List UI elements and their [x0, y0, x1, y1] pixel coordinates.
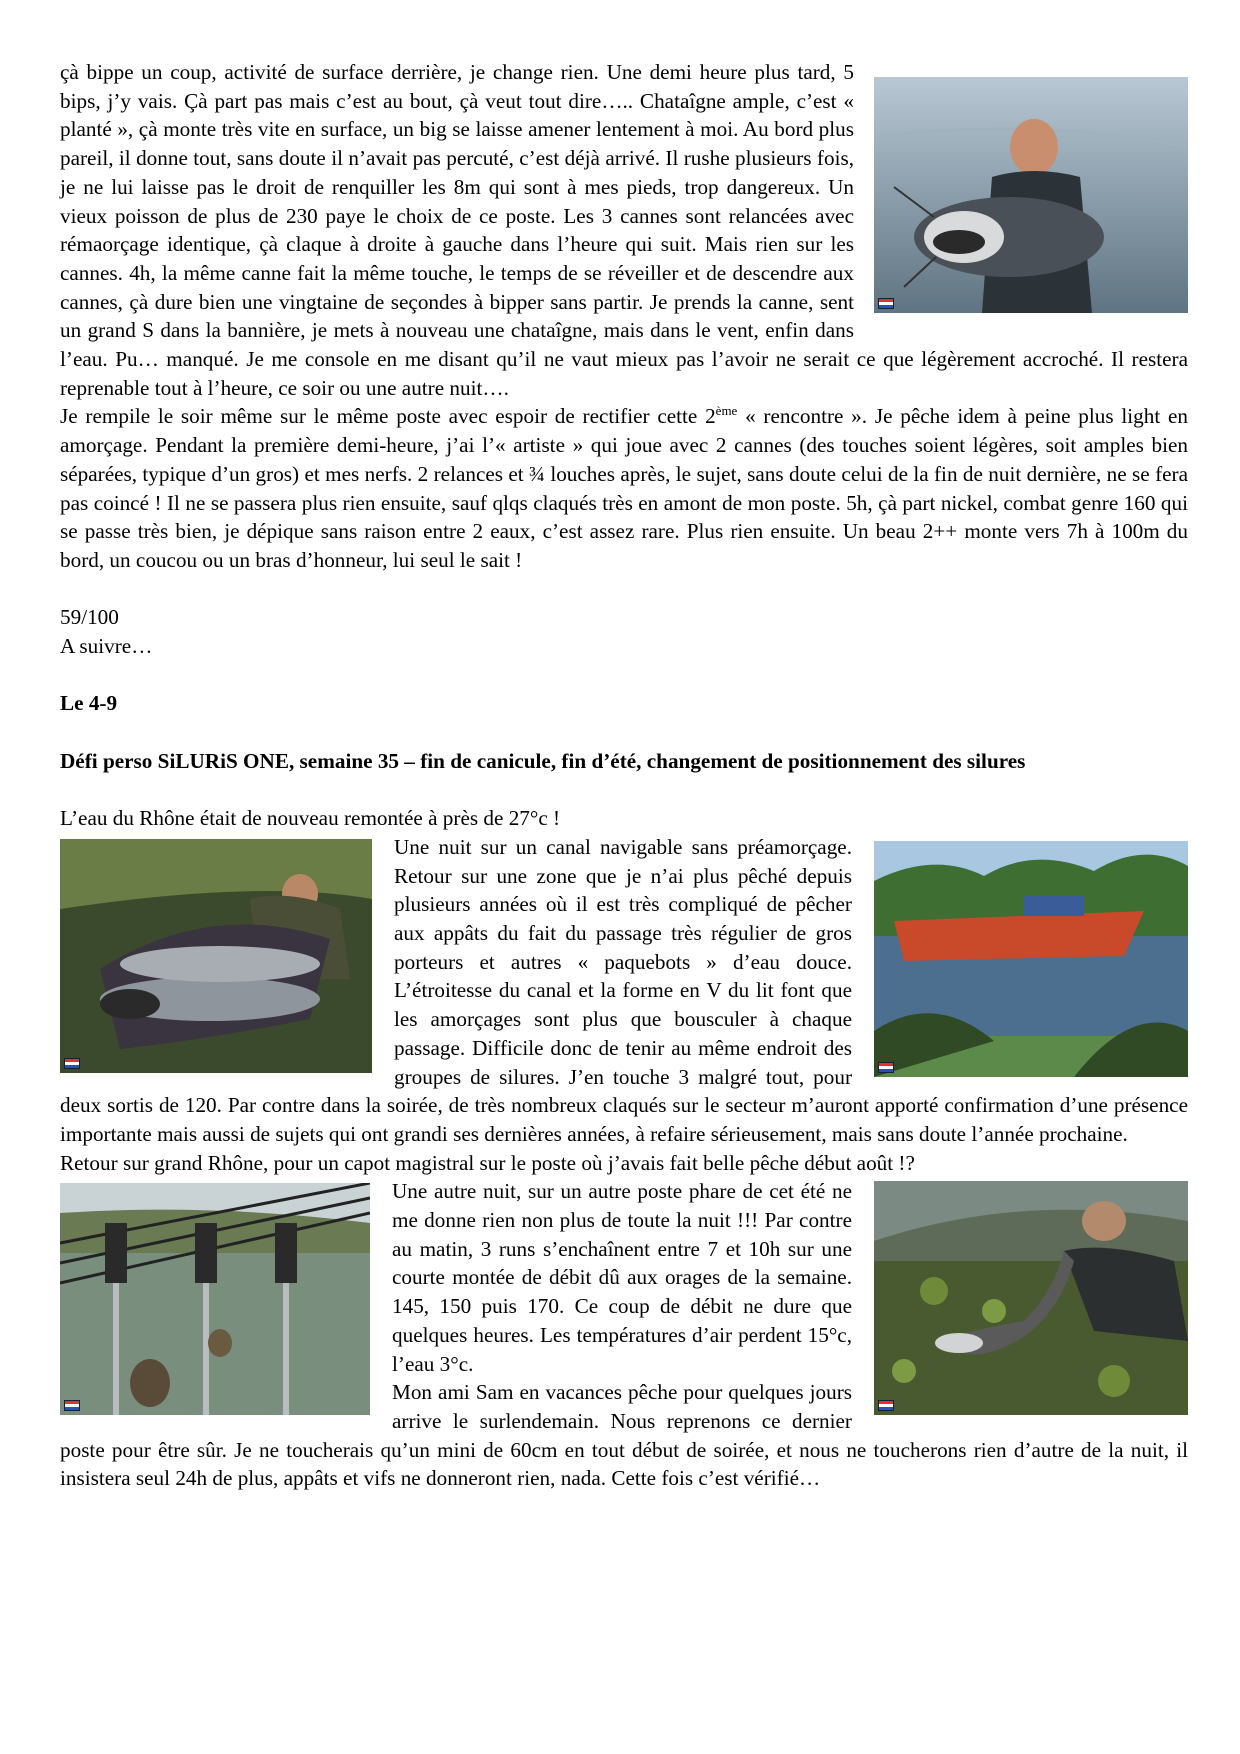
rods-alarms-photo-image: [60, 1183, 370, 1415]
date-heading: Le 4-9: [60, 691, 118, 716]
paragraph-6: Une autre nuit, sur un autre poste phare de cet été ne me donne rien non plus de toute la nuit !!! Par contre au matin, 3 runs s’enchaînent entre 7 et 10h sur une courte montée de débit dû aux orages de la semaine. 145, 150 puis 170. Ce coup de débit ne dure que quelques heures. Les températures d’air perdent 15°c, l’eau 3°c.: [392, 1179, 852, 1376]
catfish-release-photo: [874, 1181, 1188, 1415]
flag-icon: [64, 1058, 80, 1069]
two-catfish-photo: [60, 839, 372, 1073]
flag-icon: [878, 1062, 894, 1073]
cargo-ship-photo-image: [874, 841, 1188, 1077]
paragraph-3: L’eau du Rhône était de nouveau remontée à près de 27°c !: [60, 806, 561, 831]
catfish-photo-1-image: [874, 77, 1188, 313]
paragraph-1: çà bippe un coup, activité de surface derrière, je change rien. Une demi heure plus tard, 5 bips, j’y vais. Çà part pas mais c’est au bout, çà veut tout dire….. Chataîgne ample, c’est « planté », çà monte très vite en surface, un big se laisse amener lentement à moi. Au bord plus pareil, il donne tout, sans doute il n’avait pas percuté, c’est déjà arrivé. Il rushe plusieurs fois, je ne lui laisse pas le droit de renquiller les 8m qui sont à mes pieds, trop dangereux. Un vieux poisson de plus de 230 paye le choix de ce poste. Les 3 cannes sont relancées avec rémaorçage identique, çà claque à droite à gauche dans l’heure qui suit. Mais rien sur les cannes. 4h, la même canne fait la même touche, le temps de se réveiller et de descendre aux cannes, çà dure bien une vingtaine de seçondes à bipper sans partir. Je prends la canne, sent un grand S dans la bannière, je mets à nouveau une chataîgne, mais dans le vent, enfin dans l’eau. Pu… manqué. Je me console en me disant qu’il ne vaut mieux pas l’avoir ne serait ce que légèrement accroché. Il restera reprenable tout à l’heure, ce soir ou une autre nuit….: [60, 60, 1188, 400]
paragraph-2: [60, 402, 1188, 574]
rods-alarms-photo: [60, 1183, 370, 1415]
two-catfish-photo-image: [60, 839, 372, 1073]
paragraph-2-start: Je rempile le soir même sur le même poste avec espoir de rectifier cette 2: [60, 404, 716, 429]
to-be-continued: A suivre…: [60, 634, 153, 659]
paragraph-4: Une nuit sur un canal navigable sans préamorçage. Retour sur une zone que je n’ai plus pêché depuis plusieurs années où il est très compliqué de pêcher aux appâts du fait du passage très régulier de gros porteurs et autres « paquebots » d’eau douce. L’étroitesse du canal et la forme en V du lit font que les amorçages sont plus que bousculer à chaque passage. Difficile donc de tenir au même endroit des groupes de silures. J’en touche 3 malgré tout, pour deux sortis de 120. Par contre dans la soirée, de très nombreux claqués sur le secteur m’auront apporté confirmation d’une présence importante mais aussi de sujets qui ont grandi ses dernières années, à refaire sérieusement, mais sans doute l’année prochaine.: [60, 834, 1188, 1146]
cargo-ship-photo: [874, 841, 1188, 1077]
superscript-eme: ème: [715, 403, 738, 419]
page: [60, 58, 1188, 1493]
section-heading: Défi perso SiLURiS ONE, semaine 35 – fin de canicule, fin d’été, changement de positionnement des silures: [60, 748, 1026, 773]
paragraph-7: Mon ami Sam en vacances pêche pour quelques jours arrive le surlendemain. Nous reprenons ce dernier poste pour être sûr. Je ne toucherais qu’un mini de 60cm en tout début de soirée, et nous ne toucherons rien d’autre de la nuit, il insistera seul 24h de plus, appâts et vifs ne donneront rien, nada. Cette fois c’est vérifié…: [60, 1380, 1188, 1491]
score: 59/100: [60, 605, 119, 630]
catfish-release-photo-image: [874, 1181, 1188, 1415]
flag-icon: [878, 298, 894, 309]
paragraph-5: Retour sur grand Rhône, pour un capot magistral sur le poste où j’avais fait belle pêche début août !?: [60, 1150, 915, 1175]
flag-icon: [878, 1400, 894, 1411]
flag-icon: [64, 1400, 80, 1411]
paragraph-2-end: « rencontre ». Je pêche idem à peine plus light en amorçage. Pendant la première demi-heure, j’ai l’« artiste » qui joue avec 2 cannes (des touches soient légères, soit amples bien séparées, typique d’un gros) et mes nerfs. 2 relances et ¾ louches après, le sujet, sans doute celui de la fin de nuit dernière, ne se fera pas coincé ! Il ne se passera plus rien ensuite, sauf qlqs claqués très en amont de mon poste. 5h, çà part nickel, combat genre 160 qui se passe très bien, je dépique sans raison entre 2 eaux, c’est assez rare. Plus rien ensuite. Un beau 2++ monte vers 7h à 100m du bord, un coucou ou un bras d’honneur, lui seul le sait !: [60, 404, 1188, 572]
catfish-photo-1: [874, 77, 1188, 313]
